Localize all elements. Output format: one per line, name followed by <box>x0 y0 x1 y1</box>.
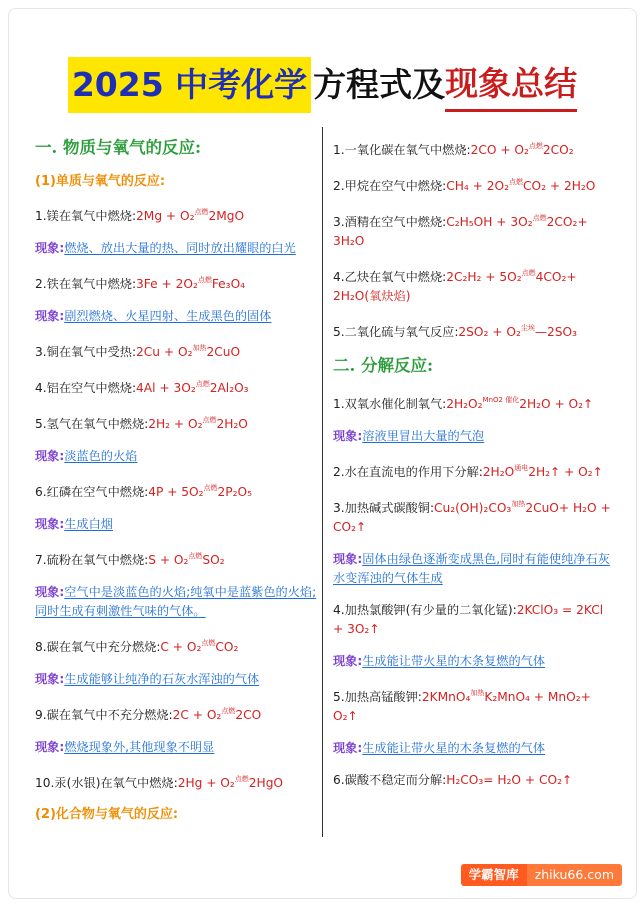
equation-reactants: 4Al + 3O₂ <box>136 381 196 395</box>
observation <box>333 550 615 588</box>
reaction-description: 2.水在直流电的作用下分解: <box>333 465 483 479</box>
reaction-description: 5.二氧化硫与氧气反应: <box>333 325 459 339</box>
reaction-condition: 点燃 <box>202 416 217 424</box>
equation-item <box>333 391 615 414</box>
equation-reactants: S + O₂ <box>148 553 189 567</box>
left-column <box>35 127 321 836</box>
equation-products: = 2KCl + 3O₂↑ <box>333 603 604 636</box>
reaction-condition: 点燃 <box>532 214 547 222</box>
reaction-description: 4.乙炔在氧气中燃烧: <box>333 270 447 284</box>
equation-reactants: 2Hg + O₂ <box>177 776 235 790</box>
equation-reactants: CH₄ + 2O₂ <box>446 179 509 193</box>
reaction-description: 9.碳在氧气中不充分燃烧: <box>35 708 173 722</box>
equation-products: 2CuO+ H₂O + CO₂↑ <box>333 501 611 534</box>
reaction-condition: 点燃 <box>521 269 536 277</box>
equation-reactants: 3Fe + 2O₂ <box>136 277 198 291</box>
reaction-condition: 点燃 <box>197 276 212 284</box>
reaction-description: 4.铝在空气中燃烧: <box>35 381 137 395</box>
reaction-condition: 点燃 <box>195 380 210 388</box>
reaction-condition: 点燃 <box>234 775 249 783</box>
reaction-condition: 点燃 <box>221 707 236 715</box>
equation-reactants: 2C₂H₂ + 5O₂ <box>446 270 522 284</box>
site-badge[interactable] <box>461 864 622 886</box>
equation-item <box>35 702 321 725</box>
equation-products: 2CuO <box>206 345 241 359</box>
reaction-description: 6.红磷在空气中燃烧: <box>35 485 149 499</box>
reaction-description: 3.铜在氧气中受热: <box>35 345 137 359</box>
equation-products: CO₂ <box>215 640 239 654</box>
reaction-description: 6.碳酸不稳定而分解: <box>333 773 447 787</box>
reaction-description: 2.甲烷在空气中燃烧: <box>333 179 447 193</box>
column-divider <box>322 127 323 837</box>
equation-item <box>35 271 321 294</box>
observation-label: 现象: <box>35 241 65 255</box>
observation-text: 生成能够让纯净的石灰水浑浊的气体 <box>64 672 260 686</box>
equation-products: 2HgO <box>248 776 284 790</box>
reaction-description: 10.汞(水银)在氧气中燃烧: <box>35 776 178 790</box>
equation-reactants: H₂CO₃= H₂O + CO₂↑ <box>446 773 573 787</box>
equation-reactants: C + O₂ <box>160 640 202 654</box>
equation-item <box>333 173 615 196</box>
observation-label: 现象: <box>333 552 363 566</box>
reaction-condition: 通电 <box>514 464 529 472</box>
observation <box>35 239 321 258</box>
reaction-condition: 点燃 <box>201 639 216 647</box>
observation-label: 现象: <box>333 429 363 443</box>
equation-reactants: 2Mg + O₂ <box>136 209 195 223</box>
observation-text: 固体由绿色逐渐变成黑色,同时有能使纯净石灰水变浑浊的气体生成 <box>333 552 610 585</box>
right-equation-list-b <box>333 391 615 790</box>
section-title-decomposition: 二. 分解反应: <box>333 356 434 375</box>
equation-products: 2H₂O + O₂↑ <box>519 397 594 411</box>
equation-item <box>333 137 615 160</box>
observation <box>35 515 321 534</box>
equation-products: SO₂ <box>202 553 225 567</box>
equation-products: CO₂ + 2H₂O <box>523 179 596 193</box>
right-column <box>333 127 615 803</box>
equation-reactants: 2C + O₂ <box>172 708 222 722</box>
observation-label: 现象: <box>333 741 363 755</box>
equation-reactants: 2H₂O₂ <box>446 397 483 411</box>
observation-label: 现象: <box>35 672 65 686</box>
observation-label: 现象: <box>35 309 65 323</box>
reaction-condition: MnO2 催化 <box>482 396 520 404</box>
equation-products: 2MgO <box>208 209 245 223</box>
observation-text: 空气中是淡蓝色的火焰;纯氧中是蓝紫色的火焰;同时生成有刺激性气味的气体。 <box>35 585 317 618</box>
equation-products: 2Al₂O₃ <box>209 381 249 395</box>
subsection-elements: (1)单质与氧气的反应: <box>35 174 166 189</box>
title-highlight: 2025 中考化学 <box>68 57 311 113</box>
observation <box>35 447 321 466</box>
equation-reactants: 2Cu + O₂ <box>136 345 193 359</box>
reaction-description: 1.双氧水催化制氧气: <box>333 397 447 411</box>
observation-text: 生成能让带火星的木条复燃的气体 <box>362 741 546 755</box>
reaction-description: 1.一氧化碳在氧气中燃烧: <box>333 143 471 157</box>
observation-text: 燃烧现象外,其他现象不明显 <box>64 740 215 754</box>
observation-text: 生成能让带火星的木条复燃的气体 <box>362 654 546 668</box>
equation-item <box>35 339 321 362</box>
observation <box>35 583 321 621</box>
equation-item <box>35 411 321 434</box>
subsection-compounds: (2)化合物与氧气的反应: <box>35 807 179 822</box>
reaction-condition: 加热 <box>192 344 207 352</box>
reaction-condition: 加热 <box>511 500 526 508</box>
observation-text: 淡蓝色的火焰 <box>64 449 138 463</box>
document-page <box>8 8 637 899</box>
equation-reactants: 2SO₂ + O₂ <box>458 325 521 339</box>
equation-item <box>35 479 321 502</box>
equation-products: 2CO₂+ 3H₂O <box>333 215 588 248</box>
equation-item <box>333 684 615 726</box>
reaction-description: 1.镁在氧气中燃烧: <box>35 209 137 223</box>
equation-item <box>333 601 615 639</box>
observation-text: 溶液里冒出大量的气泡 <box>362 429 485 443</box>
reaction-description: 8.碳在氧气中充分燃烧: <box>35 640 161 654</box>
reaction-condition: 点燃 <box>188 552 203 560</box>
observation <box>35 670 321 689</box>
equation-item <box>333 264 615 306</box>
equation-products: Fe₃O₄ <box>211 277 246 291</box>
observation-text: 剧烈燃烧、火星四射、生成黑色的固体 <box>64 309 272 323</box>
equation-products: 2P₂O₅ <box>217 485 252 499</box>
site-url: zhiku66.com <box>527 864 622 886</box>
equation-item <box>35 547 321 570</box>
observation-label: 现象: <box>35 585 65 599</box>
reaction-condition: 点燃 <box>528 142 543 150</box>
reaction-condition: 点燃 <box>194 208 209 216</box>
observation-label: 现象: <box>35 740 65 754</box>
equation-item <box>35 203 321 226</box>
reaction-description: 3.酒精在空气中燃烧: <box>333 215 447 229</box>
equation-reactants: C₂H₅OH + 3O₂ <box>446 215 533 229</box>
equation-item <box>333 459 615 482</box>
equation-item <box>333 319 615 342</box>
observation <box>333 427 615 446</box>
reaction-condition: 点燃 <box>509 178 523 186</box>
equation-products: 4CO₂+ 2H₂O(氧炔焰) <box>333 270 577 303</box>
reaction-description: 3.加热碱式碳酸铜: <box>333 501 435 515</box>
equation-item <box>35 770 321 793</box>
equation-reactants: 2H₂O <box>482 465 515 479</box>
equation-item <box>333 771 615 790</box>
title-red: 现象总结 <box>445 59 577 112</box>
site-name: 学霸智库 <box>461 864 527 886</box>
reaction-description: 5.氢气在氧气中燃烧: <box>35 417 149 431</box>
equation-item <box>333 209 615 251</box>
equation-products: K₂MnO₄ + MnO₂+ O₂↑ <box>333 690 591 723</box>
equation-item <box>333 495 615 537</box>
section-title-oxygen: 一. 物质与氧气的反应: <box>35 138 202 157</box>
reaction-description: 4.加热氯酸钾(有少量的二氧化锰): <box>333 603 517 617</box>
equation-reactants: 2CO + O₂ <box>470 143 529 157</box>
equation-products: 2CO <box>235 708 262 722</box>
equation-reactants: 2KClO₃ <box>516 603 559 617</box>
equation-products: 2H₂O <box>216 417 248 431</box>
equation-reactants: Cu₂(OH)₂CO₃ <box>434 501 512 515</box>
equation-item <box>35 375 321 398</box>
observation <box>333 739 615 758</box>
reaction-condition: 加热 <box>470 689 485 697</box>
equation-products: —2SO₃ <box>534 325 578 339</box>
reaction-description: 2.铁在氧气中燃烧: <box>35 277 137 291</box>
reaction-condition: 尘埃 <box>520 324 535 332</box>
observation-text: 生成白烟 <box>64 517 113 531</box>
observation <box>35 738 321 757</box>
equation-reactants: 2KMnO₄ <box>421 690 471 704</box>
equation-products: 2CO₂ <box>542 143 574 157</box>
reaction-description: 5.加热高锰酸钾: <box>333 690 422 704</box>
equation-reactants: 4P + 5O₂ <box>148 485 204 499</box>
observation-label: 现象: <box>35 517 65 531</box>
page-title <box>9 57 636 123</box>
reaction-description: 7.硫粉在氧气中燃烧: <box>35 553 149 567</box>
observation-text: 燃烧、放出大量的热、同时放出耀眼的白光 <box>64 241 296 255</box>
observation-label: 现象: <box>333 654 363 668</box>
left-equation-list <box>35 203 321 793</box>
observation-label: 现象: <box>35 449 65 463</box>
right-equation-list-a <box>333 137 615 342</box>
reaction-condition: 点燃 <box>203 484 218 492</box>
title-middle: 方程式及 <box>313 65 446 104</box>
equation-products: 2H₂↑ + O₂↑ <box>528 465 603 479</box>
equation-item <box>35 634 321 657</box>
observation <box>333 652 615 671</box>
equation-reactants: 2H₂ + O₂ <box>148 417 203 431</box>
observation <box>35 307 321 326</box>
